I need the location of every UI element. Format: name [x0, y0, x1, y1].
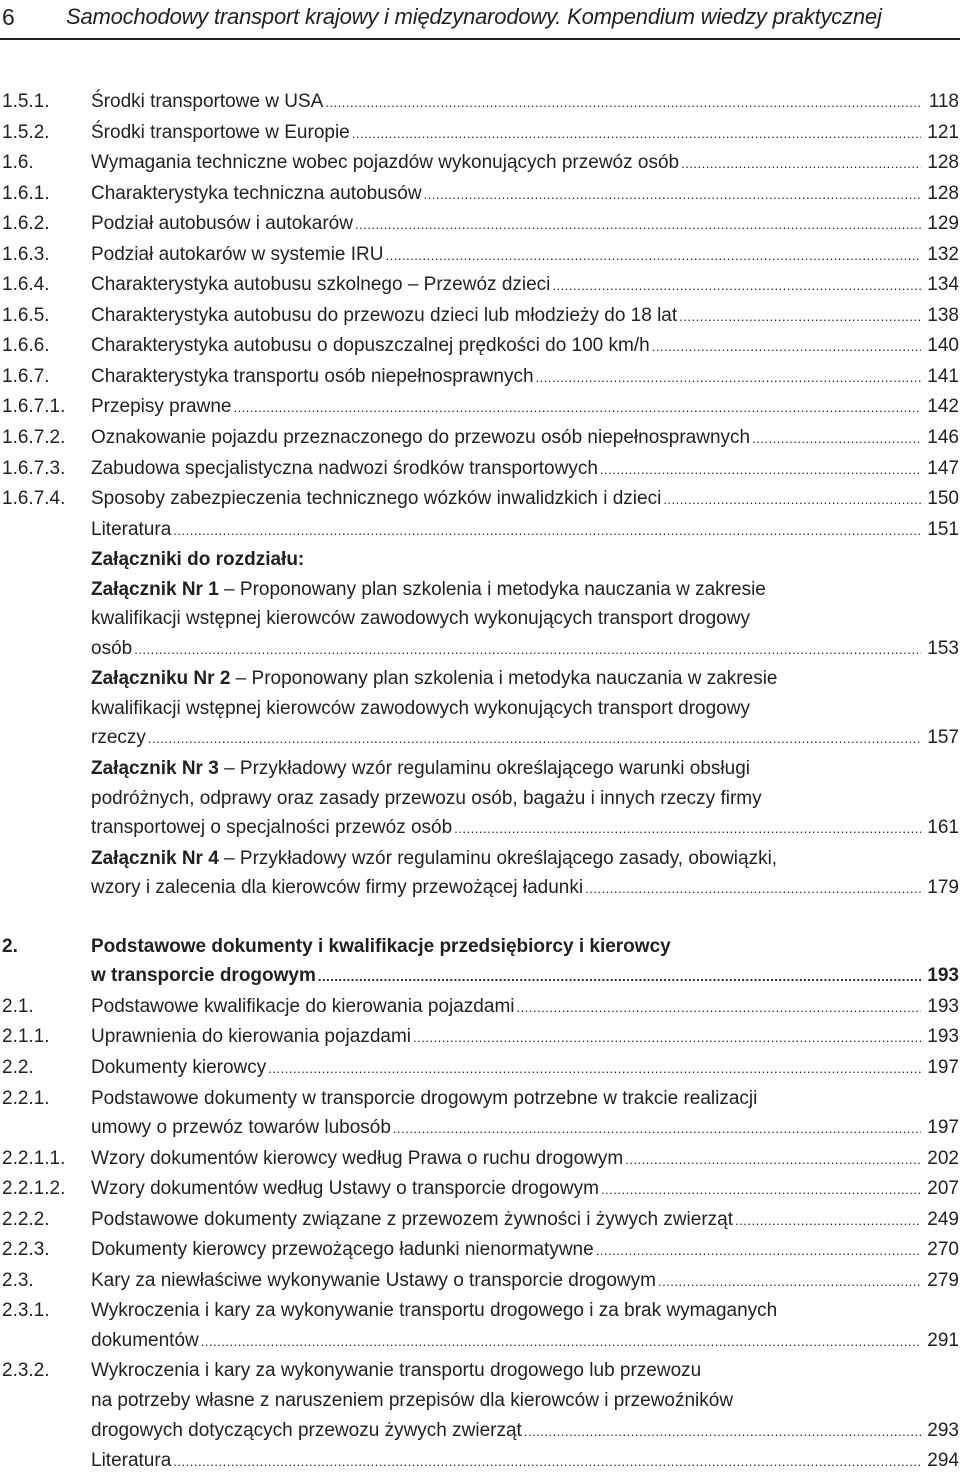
- toc-entry-title-line: [91, 1296, 959, 1326]
- toc-entry-final-line: [91, 454, 959, 485]
- dot-leader: [600, 455, 921, 485]
- toc-page-number: 147: [927, 457, 959, 479]
- toc-entry-title-text: kwalifikacji wstępnej kierowców zawodowych wykonujących transport drogowy: [91, 697, 750, 719]
- toc-entry-title: Podstawowe dokumenty związane z przewozem żywności i żywych zwierząt: [91, 1208, 734, 1230]
- toc-entry-body: [91, 1296, 959, 1356]
- page-number: 6: [2, 4, 15, 30]
- toc-entry-final-line: [91, 1446, 959, 1477]
- toc-entry-title-text: – Przykładowy wzór regulaminu określającego zasady, obowiązki,: [224, 847, 778, 869]
- toc-entry-title: drogowych dotyczących przewozu żywych zwierząt: [91, 1419, 522, 1441]
- toc-entry-final-line: [91, 723, 959, 754]
- toc-entry-title: Dokumenty kierowcy przewożącego ładunki nienormatywne: [91, 1239, 594, 1261]
- toc-entry-final-line: [91, 362, 959, 393]
- toc-entry[interactable]: [0, 545, 960, 575]
- toc-entry[interactable]: [0, 1356, 960, 1446]
- toc-entry-body: [91, 992, 959, 1023]
- toc-page-number: 249: [927, 1208, 959, 1230]
- toc-entry-body: [91, 1235, 959, 1266]
- toc-entry[interactable]: [0, 179, 960, 210]
- toc-entry-title: w transporcie drogowym: [91, 965, 316, 987]
- toc-entry-number: 2.3.1.: [2, 1300, 50, 1322]
- toc-entry[interactable]: [0, 1053, 960, 1084]
- toc-entry[interactable]: [0, 392, 960, 423]
- toc-page-number: 197: [927, 1056, 959, 1078]
- toc-entry[interactable]: [0, 1235, 960, 1266]
- dot-leader: [173, 1447, 921, 1477]
- toc-subheading: Załączniki do rozdziału:: [91, 549, 305, 571]
- toc-entry-title: Literatura: [91, 518, 172, 540]
- toc-entry-number: 1.6.7.1.: [2, 396, 66, 418]
- toc-entry-final-line: [91, 270, 959, 301]
- toc-entry-body: [91, 1084, 959, 1144]
- dot-leader: [318, 962, 921, 992]
- toc-entry-title: Literatura: [91, 1450, 172, 1472]
- toc-entry-body: [91, 392, 959, 423]
- toc-entry-body: [91, 148, 959, 179]
- toc-entry-title: Środki transportowe w Europie: [91, 121, 350, 143]
- toc-entry-body: [91, 932, 959, 992]
- dot-leader: [752, 424, 921, 454]
- toc-page-number: 128: [927, 182, 959, 204]
- toc-page-number: 151: [927, 518, 959, 540]
- toc-entry-title-text: podróżnych, odprawy oraz zasady przewozu osób, bagażu i innych rzeczy firmy: [91, 787, 762, 809]
- toc-entry-title-line: [91, 1356, 959, 1386]
- toc-entry-number: 2.1.1.: [2, 1026, 50, 1048]
- toc-entry-final-line: [91, 148, 959, 179]
- dot-leader: [413, 1023, 921, 1053]
- toc-entry[interactable]: [0, 1174, 960, 1205]
- toc-entry-body: [91, 301, 959, 332]
- toc-entry-title-text: kwalifikacji wstępnej kierowców zawodowych wykonujących transport drogowy: [91, 608, 750, 630]
- toc-page-number: 140: [927, 335, 959, 357]
- dot-leader: [552, 271, 921, 301]
- toc-entry-number: 1.5.1.: [2, 91, 50, 112]
- toc-entry[interactable]: [0, 664, 960, 754]
- toc-entry-final-line: [91, 515, 959, 546]
- dot-leader: [735, 1206, 921, 1236]
- toc-entry-title: Charakterystyka autobusu do przewozu dzieci lub młodzieży do 18 lat: [91, 304, 678, 326]
- dot-leader: [148, 724, 921, 754]
- toc-entry-body: [91, 87, 959, 118]
- toc-entry-final-line: [91, 813, 959, 844]
- toc-entry-title: transportowej o specjalności przewóz osób: [91, 817, 453, 839]
- toc-entry-title: Wymagania techniczne wobec pojazdów wykonujących przewóz osób: [91, 152, 680, 174]
- toc-entry-final-line: [91, 992, 959, 1023]
- dot-leader: [601, 1175, 921, 1205]
- toc-entry-final-line: [91, 1144, 959, 1175]
- toc-entry-title: Podstawowe kwalifikacje do kierowania pojazdami: [91, 995, 515, 1017]
- toc-entry-body: [91, 1022, 959, 1053]
- toc-page-number: 270: [927, 1239, 959, 1261]
- toc-entry-number: 2.2.1.: [2, 1087, 50, 1109]
- toc-entry-number: 1.6.2.: [2, 213, 50, 235]
- toc-entry-title-line: [91, 844, 959, 874]
- toc-entry-body: [91, 484, 959, 515]
- toc-entry-number: 1.6.7.4.: [2, 488, 66, 510]
- dot-leader: [536, 363, 921, 393]
- toc-entry[interactable]: [0, 118, 960, 149]
- toc-entry-final-line: [91, 1022, 959, 1053]
- toc-page-number: 157: [927, 727, 959, 749]
- dot-leader: [424, 180, 921, 210]
- toc-entry-number: 2.3.: [2, 1269, 34, 1291]
- dot-leader: [393, 1114, 921, 1144]
- toc-entry-body: [91, 423, 959, 454]
- toc-entry-title: Wzory dokumentów kierowcy według Prawa o ruchu drogowym: [91, 1147, 624, 1169]
- toc-entry-number: 2.2.2.: [2, 1208, 50, 1230]
- dot-leader: [663, 485, 921, 515]
- toc-entry-final-line: [91, 331, 959, 362]
- toc-entry[interactable]: [0, 844, 960, 904]
- toc-entry[interactable]: [0, 240, 960, 271]
- toc-entry-title: Dokumenty kierowcy: [91, 1056, 267, 1078]
- header-rule: [0, 38, 960, 40]
- toc-entry-number: 1.6.: [2, 152, 34, 174]
- toc-page-number: 118: [928, 91, 959, 112]
- toc-entry-number: 2.2.3.: [2, 1239, 50, 1261]
- dot-leader: [596, 1236, 921, 1266]
- toc-page-number: 132: [927, 243, 959, 265]
- toc-entry-body: [91, 209, 959, 240]
- toc-entry-title-text: – Proponowany plan szkolenia i metodyka nauczania w zakresie: [235, 668, 778, 690]
- toc-page-number: 153: [927, 637, 959, 659]
- toc-entry-final-line: [91, 961, 959, 992]
- dot-leader: [201, 1327, 921, 1357]
- toc-entry-number: 1.6.4.: [2, 274, 50, 296]
- dot-leader: [658, 1267, 921, 1297]
- toc-entry-final-line: [91, 118, 959, 149]
- toc-page-number: 138: [927, 304, 959, 326]
- toc-entry-title: Charakterystyka autobusu o dopuszczalnej prędkości do 100 km/h: [91, 335, 650, 357]
- toc-entry-title-text: Podstawowe dokumenty i kwalifikacje przedsiębiorcy i kierowcy: [91, 935, 671, 957]
- table-of-contents: [0, 87, 960, 1477]
- toc-page-number: 197: [927, 1117, 959, 1139]
- toc-entry-number: 2.3.2.: [2, 1360, 50, 1382]
- dot-leader: [681, 149, 921, 179]
- toc-entry-final-line: [91, 1205, 959, 1236]
- toc-page-number: 141: [927, 365, 959, 387]
- toc-entry-final-line: [91, 1113, 959, 1144]
- toc-entry-title: umowy o przewóz towarów lubosób: [91, 1117, 391, 1139]
- toc-entry[interactable]: [0, 331, 960, 362]
- toc-page-number: 193: [927, 1026, 959, 1048]
- toc-entry[interactable]: [0, 992, 960, 1023]
- toc-entry-title-text: Podstawowe dokumenty w transporcie drogowym potrzebne w trakcie realizacji: [91, 1087, 758, 1109]
- toc-entry-body: [91, 1446, 959, 1477]
- toc-entry-number: 1.6.7.: [2, 365, 50, 387]
- toc-entry-body: [91, 844, 959, 904]
- toc-page-number: 134: [927, 274, 959, 296]
- toc-entry-body: [91, 240, 959, 271]
- toc-entry-number: 1.6.1.: [2, 182, 50, 204]
- toc-entry-final-line: [91, 209, 959, 240]
- toc-entry-title: Kary za niewłaściwe wykonywanie Ustawy o transporcie drogowym: [91, 1269, 656, 1291]
- toc-entry-title: dokumentów: [91, 1329, 199, 1351]
- dot-leader: [524, 1417, 921, 1447]
- toc-entry-number: 1.6.5.: [2, 304, 50, 326]
- appendix-label: Załącznik Nr 1: [91, 578, 219, 600]
- toc-entry-body: [91, 454, 959, 485]
- toc-entry-final-line: [91, 634, 959, 665]
- toc-page-number: 146: [927, 427, 959, 449]
- toc-entry-number: 2.2.1.2.: [2, 1178, 66, 1200]
- toc-entry-title-line: [91, 694, 959, 724]
- toc-entry-title: rzeczy: [91, 727, 146, 749]
- appendix-label: Załączniku Nr 2: [91, 668, 231, 690]
- dot-leader: [173, 516, 921, 546]
- toc-entry-number: 2.2.: [2, 1056, 34, 1078]
- dot-leader: [233, 393, 921, 423]
- toc-entry-body: [91, 331, 959, 362]
- toc-entry-number: 2.2.1.1.: [2, 1147, 66, 1169]
- dot-leader: [625, 1145, 921, 1175]
- dot-leader: [454, 814, 921, 844]
- toc-page-number: 193: [927, 965, 959, 987]
- toc-entry-number: 1.5.2.: [2, 121, 50, 143]
- toc-entry-final-line: [91, 1266, 959, 1297]
- toc-entry-title-text: – Przykładowy wzór regulaminu określającego warunki obsługi: [224, 758, 750, 780]
- toc-entry-final-line: [91, 873, 959, 904]
- dot-leader: [325, 88, 921, 118]
- toc-entry-final-line: [91, 87, 959, 118]
- toc-entry-title-text: na potrzeby własne z naruszeniem przepisów dla kierowców i przewoźników: [91, 1389, 734, 1411]
- toc-entry-body: [91, 179, 959, 210]
- toc-entry-title: Podział autokarów w systemie IRU: [91, 243, 384, 265]
- toc-entry-body: [91, 1053, 959, 1084]
- dot-leader: [585, 874, 921, 904]
- toc-entry-number: 1.6.7.2.: [2, 427, 66, 449]
- dot-leader: [352, 119, 921, 149]
- toc-entry[interactable]: [0, 1144, 960, 1175]
- toc-entry-title: Zabudowa specjalistyczna nadwozi środków transportowych: [91, 457, 598, 479]
- toc-entry-number: 1.6.7.3.: [2, 457, 66, 479]
- dot-leader: [517, 993, 922, 1023]
- toc-entry[interactable]: [0, 270, 960, 301]
- toc-entry[interactable]: [0, 932, 960, 992]
- toc-page-number: 142: [927, 396, 959, 418]
- toc-entry-title: Podział autobusów i autokarów: [91, 213, 353, 235]
- toc-entry-body: [91, 1205, 959, 1236]
- toc-entry-final-line: [91, 1235, 959, 1266]
- running-header: [0, 0, 960, 40]
- toc-entry-body: [91, 270, 959, 301]
- toc-page-number: 293: [927, 1419, 959, 1441]
- toc-entry-title: Wzory dokumentów według Ustawy o transporcie drogowym: [91, 1178, 599, 1200]
- toc-entry-title-text: Wykroczenia i kary za wykonywanie transportu drogowego i za brak wymaganych: [91, 1300, 778, 1322]
- toc-entry-final-line: [91, 392, 959, 423]
- toc-entry[interactable]: [0, 423, 960, 454]
- toc-page-number: 161: [927, 817, 959, 839]
- toc-page-number: 193: [927, 995, 959, 1017]
- toc-page-number: 179: [927, 877, 959, 899]
- toc-page-number: 129: [927, 213, 959, 235]
- toc-entry[interactable]: [0, 1266, 960, 1297]
- toc-entry-body: [91, 1144, 959, 1175]
- toc-entry-final-line: [91, 1326, 959, 1357]
- toc-entry[interactable]: [0, 754, 960, 844]
- toc-entry-body: [91, 515, 959, 546]
- toc-entry-title: Charakterystyka techniczna autobusów: [91, 182, 422, 204]
- toc-entry-body: [91, 118, 959, 149]
- toc-entry[interactable]: [0, 1084, 960, 1144]
- toc-page-number: 121: [927, 121, 959, 143]
- dot-leader: [355, 210, 921, 240]
- toc-entry-title: Przepisy prawne: [91, 396, 232, 418]
- toc-entry-number: 1.6.6.: [2, 335, 50, 357]
- toc-entry[interactable]: [0, 1022, 960, 1053]
- dot-leader: [134, 635, 921, 665]
- toc-entry-title: Charakterystyka transportu osób niepełnosprawnych: [91, 365, 534, 387]
- toc-entry-title: Środki transportowe w USA: [91, 91, 324, 112]
- toc-entry-final-line: [91, 179, 959, 210]
- toc-entry[interactable]: [0, 1446, 960, 1477]
- toc-entry-title-line: [91, 932, 959, 962]
- toc-entry-title-text: Wykroczenia i kary za wykonywanie transportu drogowego lub przewozu: [91, 1360, 702, 1382]
- toc-entry[interactable]: [0, 87, 960, 118]
- toc-entry-number: 1.6.3.: [2, 243, 50, 265]
- toc-entry[interactable]: [0, 575, 960, 665]
- toc-entry[interactable]: [0, 1296, 960, 1356]
- toc-entry-final-line: [91, 301, 959, 332]
- toc-entry-body: [91, 1266, 959, 1297]
- toc-page-number: 150: [927, 488, 959, 510]
- toc-entry[interactable]: [0, 301, 960, 332]
- running-title: Samochodowy transport krajowy i międzynarodowy. Kompendium wiedzy praktycznej: [66, 4, 882, 29]
- toc-entry-number: 2.: [2, 935, 18, 957]
- toc-entry-body: [91, 362, 959, 393]
- toc-entry-title: osób: [91, 637, 133, 659]
- dot-leader: [652, 332, 921, 362]
- appendix-label: Załącznik Nr 4: [91, 847, 219, 869]
- toc-page-number: 294: [927, 1450, 959, 1472]
- toc-entry[interactable]: [0, 362, 960, 393]
- toc-entry[interactable]: [0, 454, 960, 485]
- toc-page-number: 279: [927, 1269, 959, 1291]
- toc-entry[interactable]: [0, 1205, 960, 1236]
- toc-page-number: 291: [927, 1329, 959, 1351]
- toc-entry-title-line: [91, 1386, 959, 1416]
- toc-entry-body: [91, 545, 959, 575]
- toc-entry-title: wzory i zalecenia dla kierowców firmy przewożącej ładunki: [91, 877, 584, 899]
- toc-entry-body: [91, 664, 959, 754]
- toc-entry-title: Charakterystyka autobusu szkolnego – Przewóz dzieci: [91, 274, 551, 296]
- toc-entry-final-line: [91, 484, 959, 515]
- toc-entry-title-text: – Proponowany plan szkolenia i metodyka nauczania w zakresie: [224, 578, 766, 600]
- dot-leader: [386, 241, 922, 271]
- toc-entry-title: Oznakowanie pojazdu przeznaczonego do przewozu osób niepełnosprawnych: [91, 427, 751, 449]
- toc-entry-number: 2.1.: [2, 995, 34, 1017]
- toc-entry-final-line: [91, 1053, 959, 1084]
- toc-entry-final-line: [91, 1174, 959, 1205]
- toc-entry-title-line: [91, 1084, 959, 1114]
- toc-entry-body: [91, 1356, 959, 1446]
- toc-page-number: 207: [927, 1178, 959, 1200]
- toc-entry-final-line: [91, 1416, 959, 1447]
- toc-entry-body: [91, 1174, 959, 1205]
- toc-entry-title: Sposoby zabezpieczenia technicznego wózków inwalidzkich i dzieci: [91, 488, 662, 510]
- toc-entry[interactable]: [0, 515, 960, 546]
- toc-page-number: 202: [927, 1147, 959, 1169]
- toc-entry-title-line: [91, 754, 959, 784]
- toc-entry-title-line: [91, 604, 959, 634]
- section-gap: [0, 904, 960, 932]
- toc-entry-title: Uprawnienia do kierowania pojazdami: [91, 1026, 412, 1048]
- toc-entry-final-line: [91, 240, 959, 271]
- appendix-label: Załącznik Nr 3: [91, 758, 219, 780]
- toc-entry[interactable]: [0, 209, 960, 240]
- toc-entry[interactable]: [0, 148, 960, 179]
- toc-entry-body: [91, 575, 959, 665]
- toc-entry-body: [91, 754, 959, 844]
- toc-entry-title-line: [91, 664, 959, 694]
- toc-entry-title-line: [91, 784, 959, 814]
- dot-leader: [679, 302, 921, 332]
- toc-entry-final-line: [91, 423, 959, 454]
- dot-leader: [268, 1054, 921, 1084]
- toc-entry-title-line: [91, 575, 959, 605]
- toc-entry[interactable]: [0, 484, 960, 515]
- toc-page-number: 128: [927, 152, 959, 174]
